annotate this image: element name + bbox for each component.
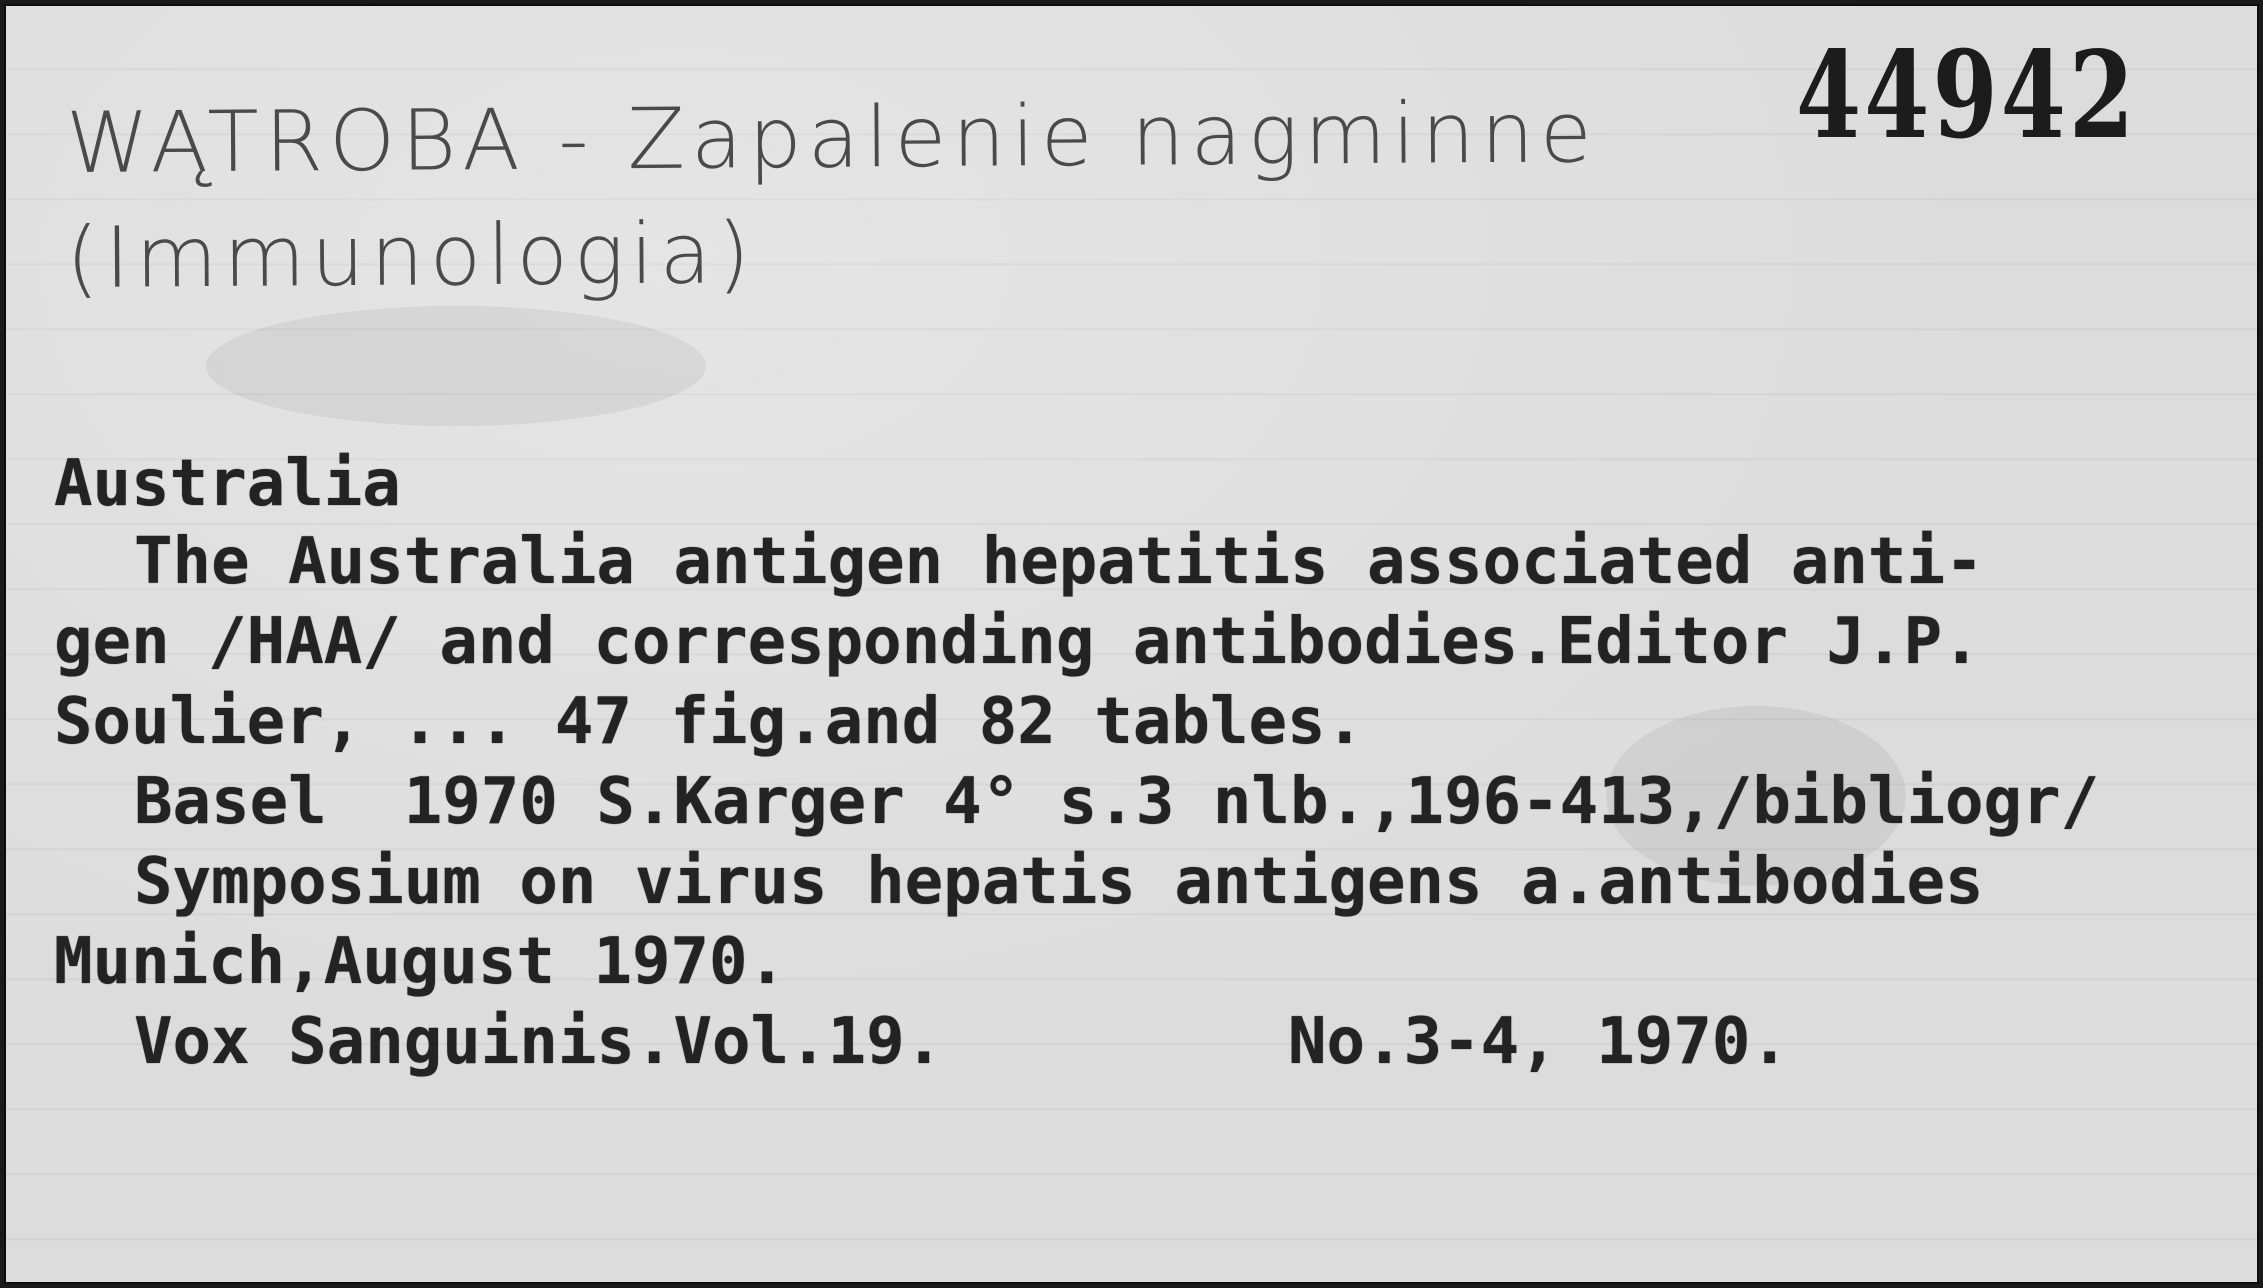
typed-line-location: Munich,August 1970. xyxy=(54,925,787,999)
typed-line-title-2: gen /HAA/ and corresponding antibodies.Editor J.P. xyxy=(54,605,1981,679)
catalog-card xyxy=(4,4,2259,1284)
typed-line-title-1: The Australia antigen hepatitis associated anti- xyxy=(134,525,1984,599)
typed-line-title-3: Soulier, ... 47 fig.and 82 tables. xyxy=(54,685,1365,759)
catalog-number: 44942 xyxy=(1796,25,2138,166)
typed-line-journal: Vox Sanguinis.Vol.19. xyxy=(134,1005,944,1079)
typed-line-symposium: Symposium on virus hepatis antigens a.antibodies xyxy=(134,845,1984,919)
handwritten-subject-heading: WĄTROBA - Zapalenie nagminne xyxy=(65,83,1598,192)
typed-line-issue: No.3-4, 1970. xyxy=(1288,1005,1789,1079)
typed-line-country: Australia xyxy=(54,447,401,521)
handwritten-subject-subheading: (Immunologia) xyxy=(65,204,757,307)
paper-smudge xyxy=(206,306,706,426)
typed-line-imprint: Basel 1970 S.Karger 4° s.3 nlb.,196-413,/bibliogr/ xyxy=(134,765,2100,839)
